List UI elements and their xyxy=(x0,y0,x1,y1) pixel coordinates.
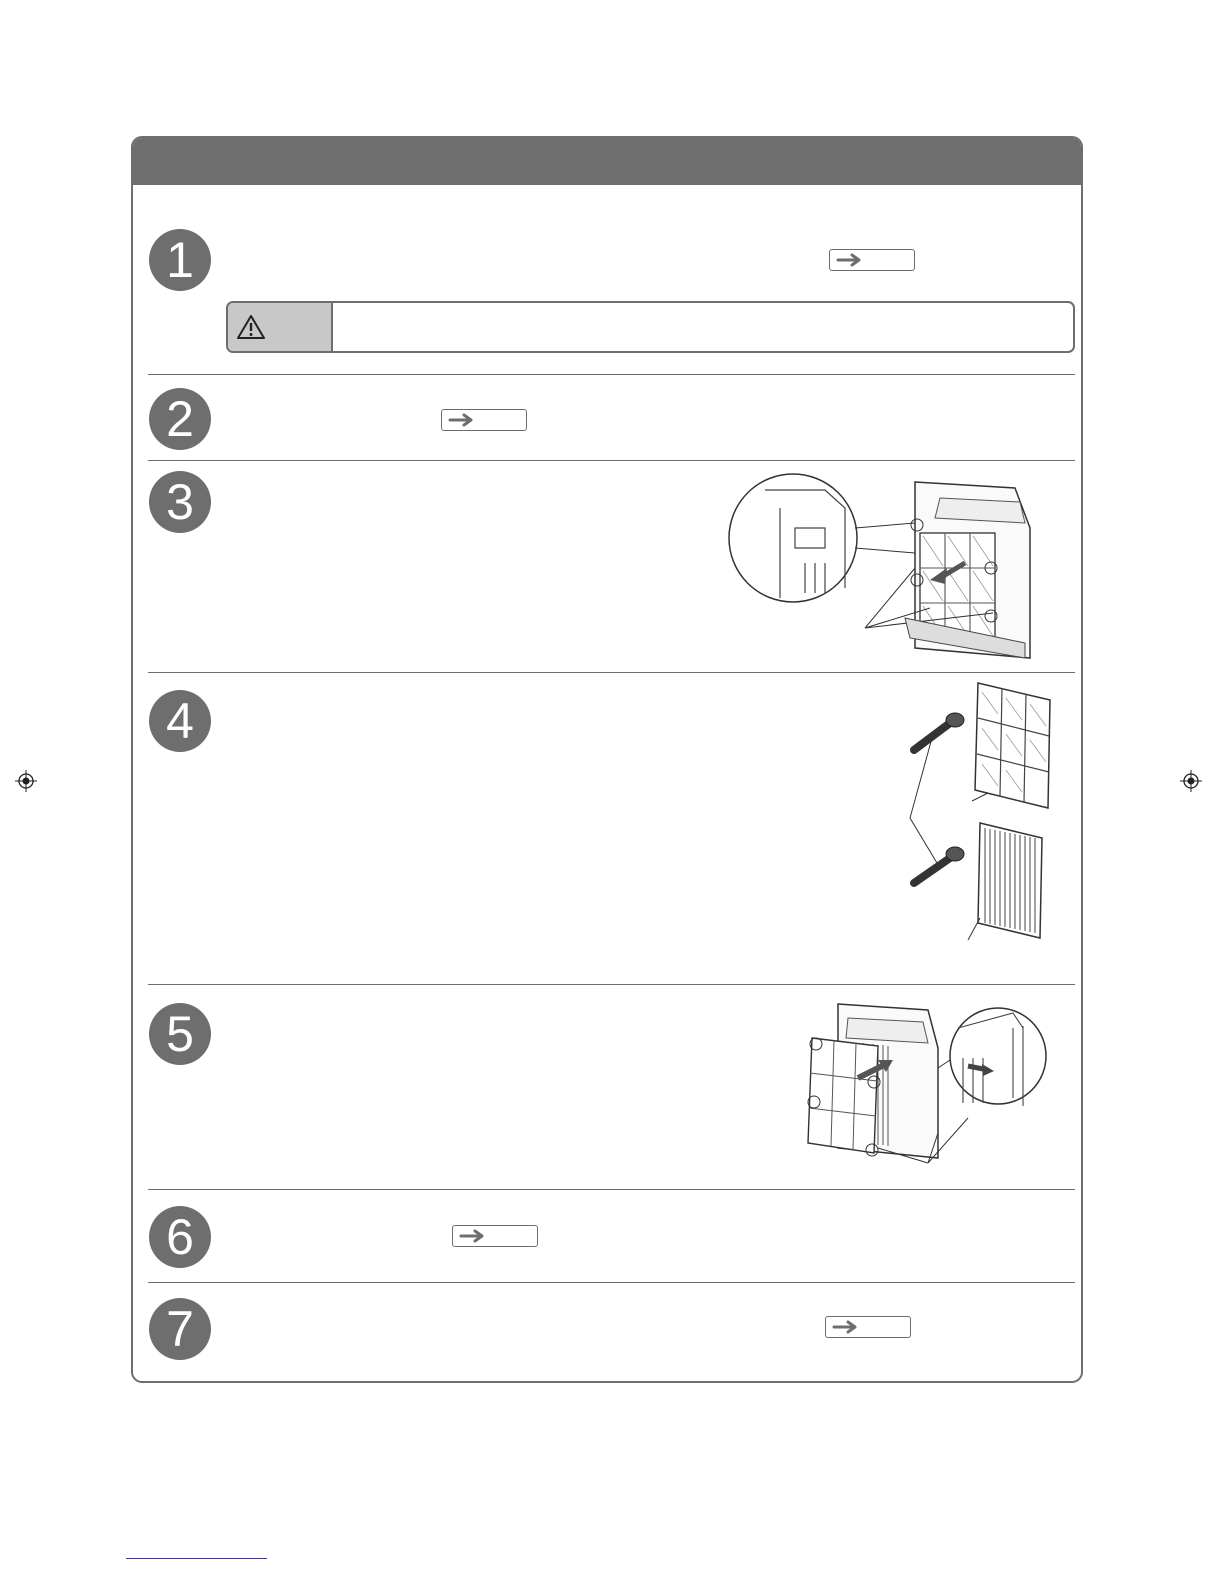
step-divider xyxy=(148,460,1075,461)
reinstall-prefilter-illustration xyxy=(798,998,1053,1178)
remove-prefilter-illustration xyxy=(725,468,1065,668)
registration-mark-icon xyxy=(1180,770,1202,792)
page-reference-button[interactable] xyxy=(825,1316,911,1338)
caution-box xyxy=(226,301,1075,353)
page-reference-button[interactable] xyxy=(829,249,915,271)
step-number-7: 7 xyxy=(149,1298,211,1360)
arrow-right-icon xyxy=(459,1229,489,1243)
arrow-right-icon xyxy=(832,1320,862,1334)
arrow-right-icon xyxy=(448,413,478,427)
panel-header-bar xyxy=(133,138,1081,185)
registration-mark-icon xyxy=(15,770,37,792)
step-number-1: 1 xyxy=(149,229,211,291)
warning-triangle-icon xyxy=(236,314,266,340)
step-divider xyxy=(148,984,1075,985)
footer-line xyxy=(126,1558,267,1559)
vacuum-filters-illustration xyxy=(900,678,1060,948)
page-reference-button[interactable] xyxy=(452,1225,538,1247)
step-divider xyxy=(148,672,1075,673)
step-number-3: 3 xyxy=(149,471,211,533)
arrow-right-icon xyxy=(836,253,866,267)
page-reference-button[interactable] xyxy=(441,409,527,431)
step-divider xyxy=(148,1189,1075,1190)
caution-tab xyxy=(228,303,333,351)
step-divider xyxy=(148,374,1075,375)
step-number-5: 5 xyxy=(149,1003,211,1065)
step-number-6: 6 xyxy=(149,1206,211,1268)
step-number-2: 2 xyxy=(149,388,211,450)
step-divider xyxy=(148,1282,1075,1283)
step-number-4: 4 xyxy=(149,690,211,752)
